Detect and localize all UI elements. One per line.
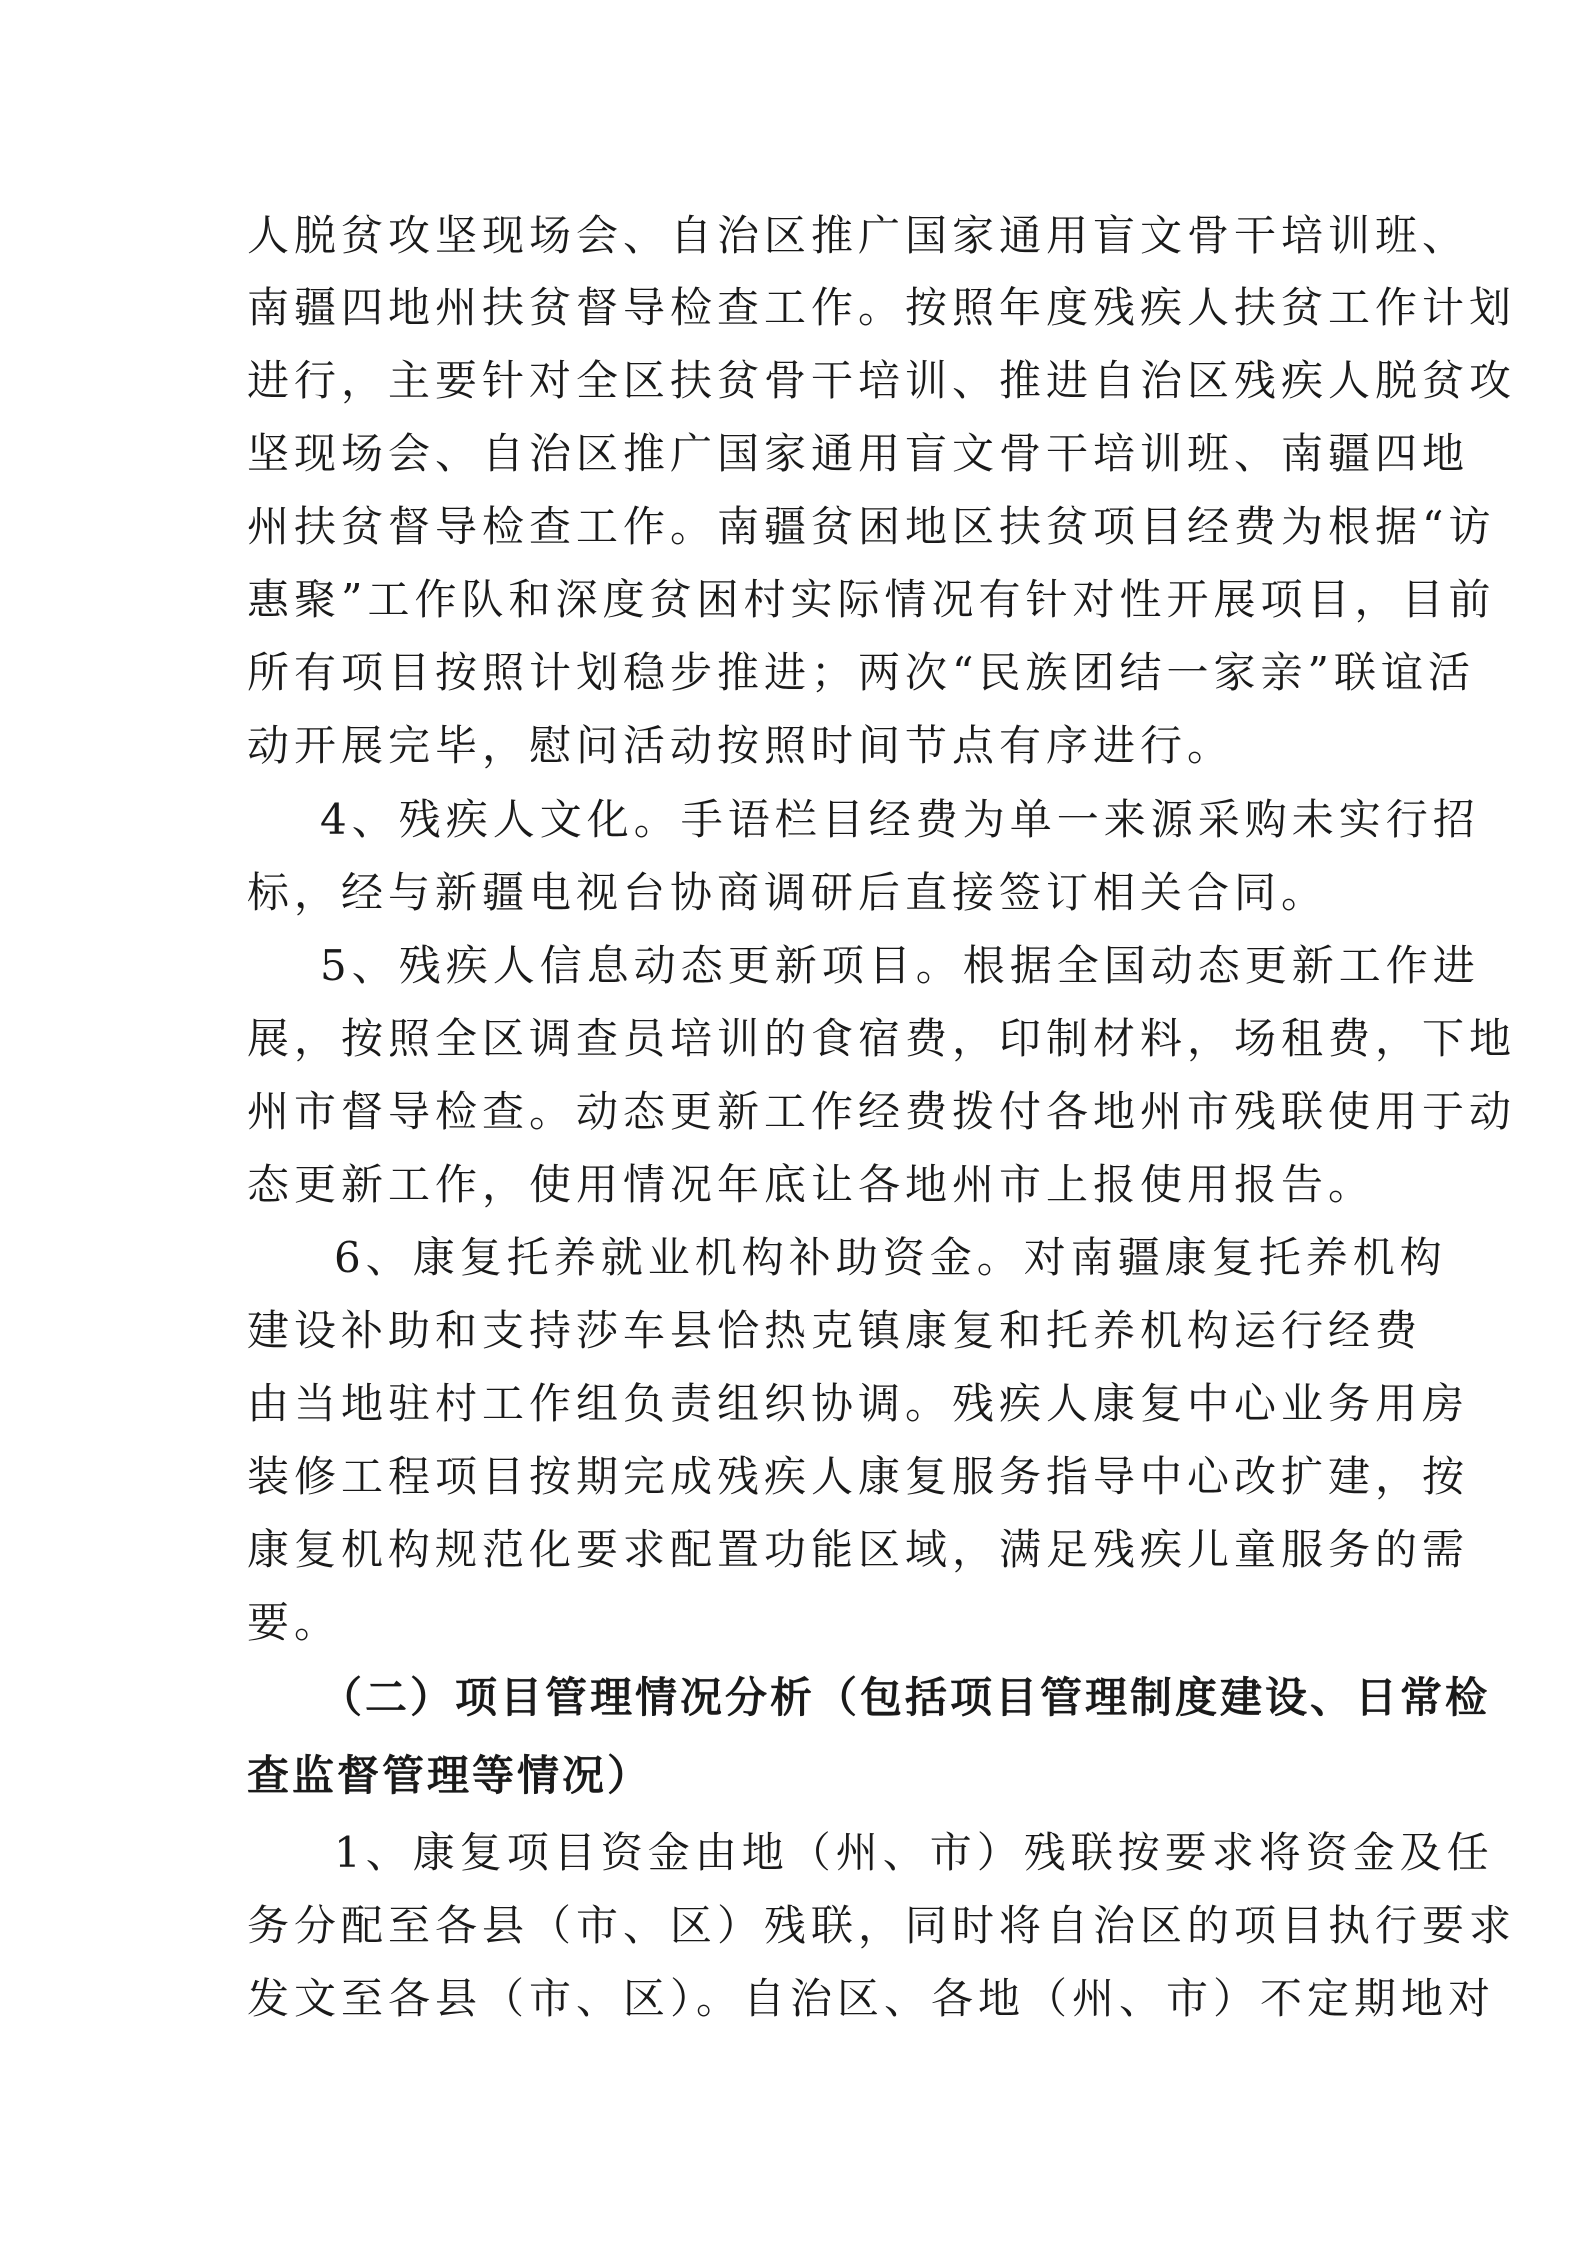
text-line: 建设补助和支持莎车县恰热克镇康复和托养机构运行经费: [247, 1306, 1423, 1355]
text-line: 由当地驻村工作组负责组织协调。残疾人康复中心业务用房: [247, 1379, 1470, 1428]
text-line: 5、残疾人信息动态更新项目。根据全国动态更新工作进: [320, 941, 1480, 990]
section-heading-line: （二）项目管理情况分析（包括项目管理制度建设、日常检: [320, 1673, 1491, 1722]
text-line: 动开展完毕，慰问活动按照时间节点有序进行。: [247, 721, 1235, 770]
text-line: 发文至各县（市、区）。自治区、各地（州、市）不定期地对: [247, 1974, 1496, 2023]
text-line: 坚现场会、自治区推广国家通用盲文骨干培训班、南疆四地: [247, 429, 1470, 478]
text-line: 标，经与新疆电视台协商调研后直接签订相关合同。: [247, 868, 1329, 917]
section-heading-line: 查监督管理等情况）: [247, 1751, 653, 1800]
text-line: 态更新工作，使用情况年底让各地州市上报使用报告。: [247, 1160, 1376, 1209]
text-line: 所有项目按照计划稳步推进；两次“民族团结一家亲”联谊活: [247, 648, 1475, 697]
text-line: 人脱贫攻坚现场会、自治区推广国家通用盲文骨干培训班、: [247, 211, 1470, 260]
text-line: 进行，主要针对全区扶贫骨干培训、推进自治区残疾人脱贫攻: [247, 356, 1517, 405]
text-line: 州市督导检查。动态更新工作经费拨付各地州市残联使用于动: [247, 1087, 1517, 1136]
text-line: 4、残疾人文化。手语栏目经费为单一来源采购未实行招: [320, 795, 1480, 844]
text-line: 务分配至各县（市、区）残联，同时将自治区的项目执行要求: [247, 1901, 1517, 1950]
text-line: 装修工程项目按期完成残疾人康复服务指导中心改扩建，按: [247, 1452, 1470, 1501]
text-line: 康复机构规范化要求配置功能区域，满足残疾儿童服务的需: [247, 1525, 1470, 1574]
text-line: 州扶贫督导检查工作。南疆贫困地区扶贫项目经费为根据“访: [247, 502, 1496, 551]
text-line: 惠聚”工作队和深度贫困村实际情况有针对性开展项目，目前: [247, 575, 1496, 624]
text-line: 6、康复托养就业机构补助资金。对南疆康复托养机构: [334, 1233, 1447, 1282]
text-line: 南疆四地州扶贫督导检查工作。按照年度残疾人扶贫工作计划: [247, 283, 1517, 332]
text-line: 1、康复项目资金由地（州、市）残联按要求将资金及任: [334, 1828, 1494, 1877]
text-line: 展，按照全区调查员培训的食宿费，印制材料，场租费，下地: [247, 1014, 1517, 1063]
text-line: 要。: [247, 1598, 342, 1647]
